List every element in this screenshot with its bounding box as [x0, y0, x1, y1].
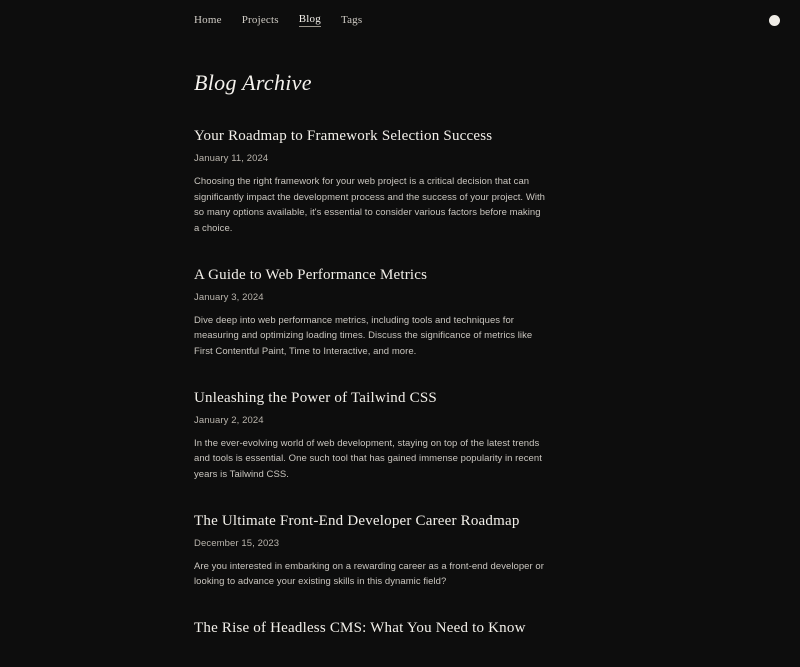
- post-list-item: [194, 620, 546, 637]
- post-excerpt: Are you interested in embarking on a rewarding career as a front-end developer or looking to advance your existing skills in this dynamic field?: [194, 560, 544, 588]
- post-date: December 15, 2023: [194, 537, 280, 549]
- post-list-item: [194, 513, 546, 590]
- post-date: January 11, 2024: [194, 153, 269, 164]
- main-content: [194, 70, 546, 667]
- theme-toggle-icon[interactable]: [769, 15, 780, 26]
- post-date: January 2, 2024: [194, 414, 264, 426]
- nav-item-projects[interactable]: Projects: [241, 13, 279, 26]
- site-navigation: [194, 13, 362, 27]
- post-list-item: [194, 390, 546, 483]
- post-title[interactable]: Your Roadmap to Framework Selection Success: [194, 128, 493, 144]
- post-list-item: [194, 267, 546, 360]
- nav-item-home[interactable]: Home: [194, 13, 222, 26]
- nav-item-tags[interactable]: Tags: [340, 13, 363, 26]
- post-list-item: [194, 128, 546, 237]
- post-date: January 3, 2024: [194, 291, 264, 303]
- post-excerpt: Choosing the right framework for your web project is a critical decision that can significantly impact the development process and the success of your project. With so many options available, it's essential to consider various factors before making a choice.: [194, 176, 546, 235]
- post-title[interactable]: The Rise of Headless CMS: What You Need to Know: [194, 620, 526, 637]
- page-title: Blog Archive: [194, 70, 312, 95]
- post-title[interactable]: A Guide to Web Performance Metrics: [194, 266, 428, 283]
- post-title[interactable]: The Ultimate Front-End Developer Career Roadmap: [194, 512, 520, 529]
- nav-item-blog[interactable]: Blog: [298, 13, 321, 25]
- post-excerpt: In the ever-evolving world of web development, staying on top of the latest trends and tools is essential. One such tool that has gained immense popularity in recent years is Tailwind CSS.: [194, 437, 542, 481]
- post-excerpt: Dive deep into web performance metrics, including tools and techniques for measuring and optimizing loading times. Discuss the significance of metrics like First Contentful Paint, Time to Interactive, and more.: [194, 314, 533, 358]
- post-title[interactable]: Unleashing the Power of Tailwind CSS: [194, 389, 437, 406]
